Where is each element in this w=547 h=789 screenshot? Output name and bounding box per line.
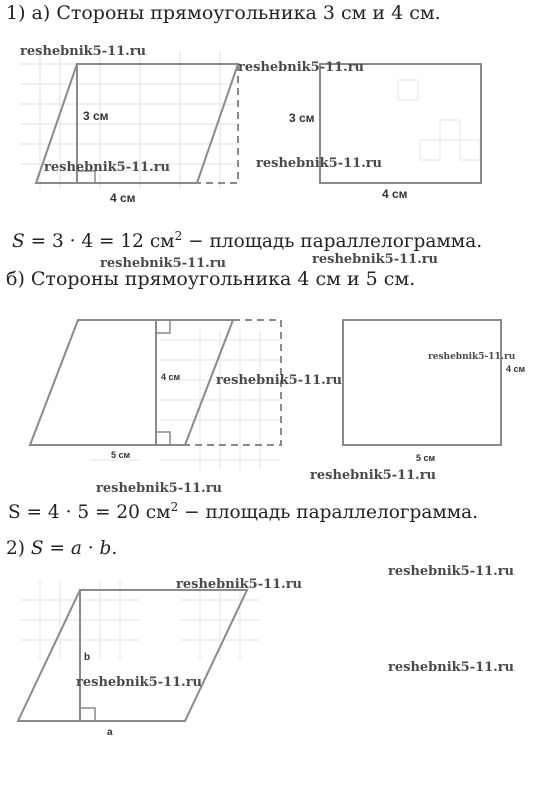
formula-eq: = [43, 538, 71, 559]
task1b-formula [8, 500, 478, 523]
formula-body: = 3 · 4 = 12 см [24, 231, 175, 253]
formula-sup: 2 [170, 500, 179, 514]
formula-s: S [30, 538, 44, 559]
watermark: reshebnik5-11.ru [256, 156, 383, 171]
watermark: reshebnik5-11.ru [388, 660, 515, 675]
label-1a-rect-base: 4 см [382, 187, 408, 201]
task1a-heading: 1) а) Стороны прямоугольника 3 см и 4 см. [6, 2, 441, 24]
formula-tail: − площадь параллелограмма. [182, 231, 483, 253]
grid-1b-left [90, 330, 280, 470]
formula-a: a [70, 538, 82, 559]
formula-body: S = 4 · 5 = 20 см [8, 502, 171, 524]
formula-end: . [111, 538, 118, 559]
label-1a-rect-height: 3 см [289, 111, 315, 125]
label-1a-height: 3 см [83, 109, 109, 123]
formula-sup: 2 [174, 229, 183, 243]
task1b-heading: б) Стороны прямоугольника 4 см и 5 см. [6, 268, 416, 290]
watermark: reshebnik5-11.ru [176, 577, 303, 592]
formula-tail: − площадь параллелограмма. [178, 502, 479, 524]
label-1a-base: 4 см [110, 191, 136, 205]
watermark: reshebnik5-11.ru [238, 60, 365, 75]
label-1b-rect-height: 4 см [506, 364, 526, 374]
grid-1a-right [398, 80, 480, 160]
label-1b-rect-base: 5 см [416, 453, 436, 463]
label-1b-height: 4 см [161, 372, 181, 382]
watermark: reshebnik5-11.ru [96, 481, 223, 496]
label-2-height: b [84, 652, 91, 663]
parallelogram-2 [18, 590, 247, 721]
label-1b-base: 5 см [111, 450, 131, 460]
rectangle-1b [343, 320, 501, 445]
watermark: reshebnik5-11.ru [428, 352, 516, 362]
formula-b: b [99, 538, 112, 559]
watermark: reshebnik5-11.ru [20, 44, 147, 59]
watermark: reshebnik5-11.ru [100, 256, 227, 271]
watermark: reshebnik5-11.ru [44, 160, 171, 175]
task-number: 2) [6, 538, 31, 559]
task2-formula [6, 538, 117, 559]
watermark: reshebnik5-11.ru [310, 468, 437, 483]
formula-s: S [12, 231, 25, 253]
watermark: reshebnik5-11.ru [312, 252, 439, 267]
watermark: reshebnik5-11.ru [76, 675, 203, 690]
task1a-formula [12, 229, 482, 252]
formula-dot: · [81, 538, 100, 559]
label-2-base: a [107, 727, 113, 738]
grid-2 [20, 580, 260, 660]
watermark: reshebnik5-11.ru [216, 373, 343, 388]
watermark: reshebnik5-11.ru [388, 564, 515, 579]
